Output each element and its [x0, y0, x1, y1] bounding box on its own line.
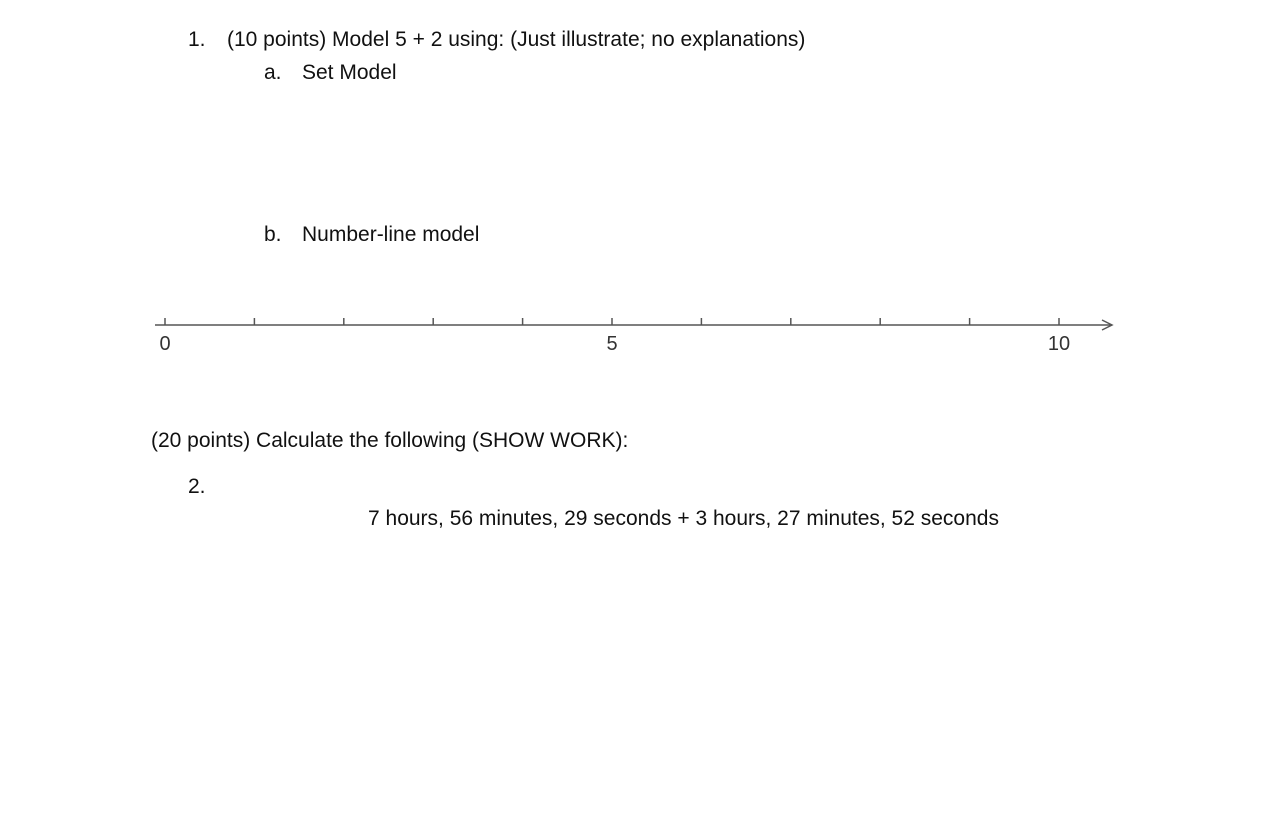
number-line-labels [159, 333, 1070, 355]
part-b-letter: b. [264, 223, 282, 246]
number-line-label-5: 5 [606, 333, 618, 355]
number-line-label-0: 0 [159, 333, 171, 355]
part-b-label: Number-line model [302, 223, 480, 246]
part-a-label: Set Model [302, 61, 397, 84]
question-2-number: 2. [188, 475, 206, 498]
section-2-heading: (20 points) Calculate the following (SHOW WORK): [151, 429, 629, 452]
part-a-letter: a. [264, 61, 282, 84]
question-1-prompt: (10 points) Model 5 + 2 using: (Just illustrate; no explanations) [227, 28, 806, 51]
question-1-number: 1. [188, 28, 206, 51]
question-2-expression: 7 hours, 56 minutes, 29 seconds + 3 hours, 27 minutes, 52 seconds [368, 507, 999, 530]
number-line-ticks [165, 318, 1059, 325]
number-line-label-10: 10 [1047, 333, 1071, 355]
